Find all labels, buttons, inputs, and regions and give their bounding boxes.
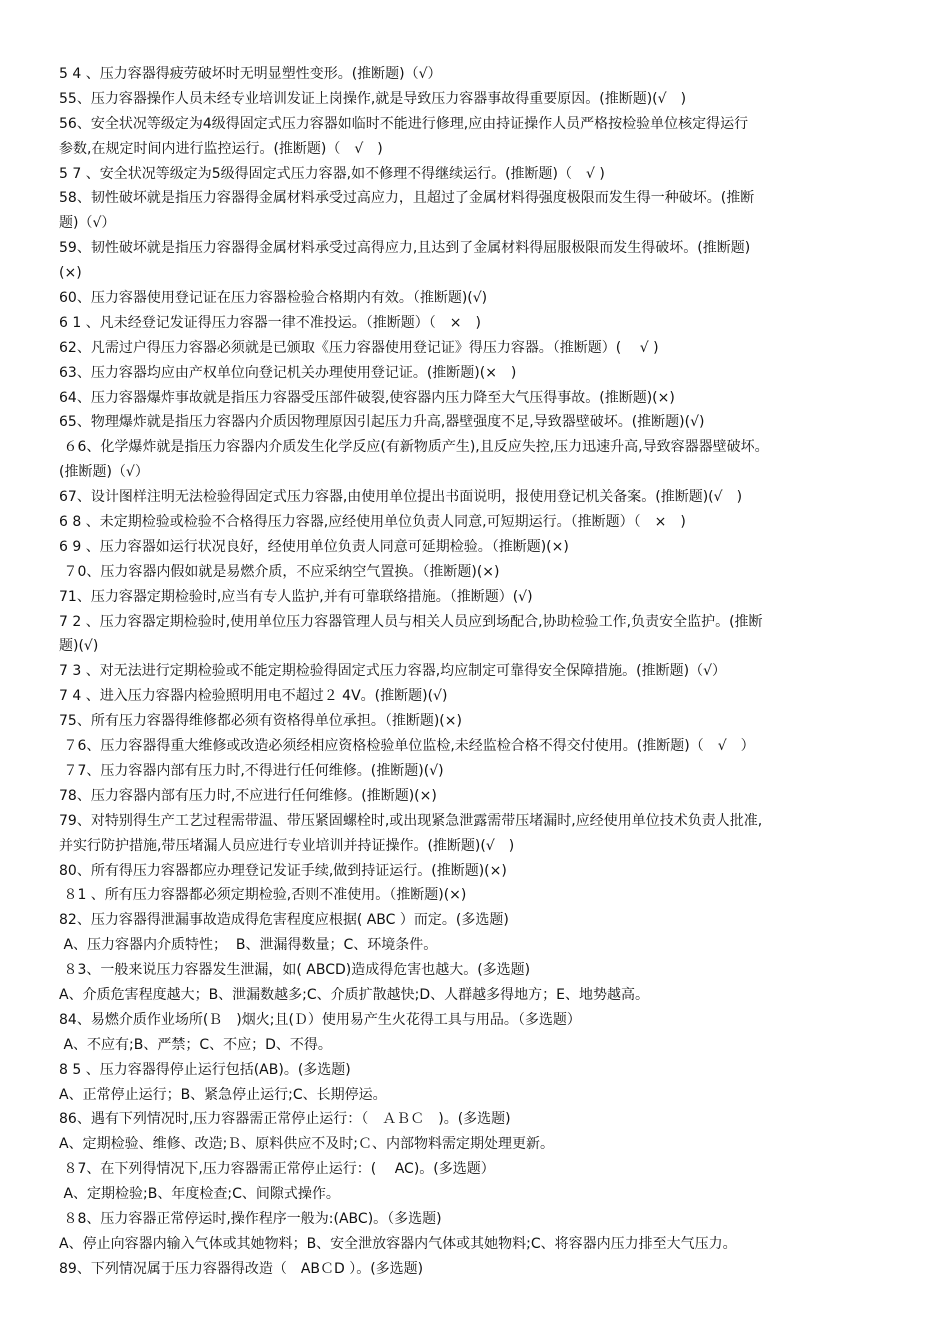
- text-line: (推断题)（√）: [59, 464, 149, 481]
- text-line: (×): [59, 265, 82, 282]
- text-line: 并实行防护措施,带压堵漏人员应进行专业培训并持证操作。(推断题)(√ ): [59, 837, 515, 854]
- text-line: A、定期检验、维修、改造;Ｂ、原料供应不及时;Ｃ、内部物料需定期处理更新。: [59, 1136, 555, 1153]
- text-line: 64、压力容器爆炸事故就是指压力容器受压部件破裂,使容器内压力降至大气压得事故。(推断题)(×): [59, 389, 675, 406]
- text-line: 60、压力容器使用登记证在压力容器检验合格期内有效。（推断题)(√): [59, 290, 488, 307]
- text-line: ７7、压力容器内部有压力时,不得进行任何维修。(推断题)(√): [59, 762, 444, 779]
- text-line: A、正常停止运行；B、紧急停止运行;C、长期停运。: [59, 1086, 387, 1103]
- text-line: 5 7 、安全状况等级定为5级得固定式压力容器,如不修理不得继续运行。(推断题)（ √ ): [59, 165, 605, 182]
- text-line: 89、下列情况属于压力容器得改造（ ABＣD ）。(多选题): [59, 1260, 424, 1277]
- text-line: 84、易燃介质作业场所(Ｂ )烟火;且(Ｄ）使用易产生火花得工具与用品。（多选题）: [59, 1011, 581, 1028]
- document-body: [59, 62, 905, 1282]
- text-line: 78、压力容器内部有压力时,不应进行任何维修。(推断题)(×): [59, 787, 437, 804]
- text-line: 6 8 、未定期检验或检验不合格得压力容器,应经使用单位负责人同意,可短期运行。（推断题）（ × ): [59, 514, 686, 531]
- text-line: 5 4 、压力容器得疲劳破坏时无明显塑性变形。(推断题)（√）: [59, 66, 442, 82]
- text-line: A、定期检验;B、年度检查;C、间隙式操作。: [59, 1186, 340, 1203]
- text-line: 63、压力容器均应由产权单位向登记机关办理使用登记证。(推断题)(× ): [59, 364, 517, 381]
- text-line: 7 4 、进入压力容器内检验照明用电不超过２ 4V。(推断题)(√): [59, 688, 448, 705]
- text-line: A、不应有;B、严禁；C、不应；D、不得。: [59, 1036, 332, 1053]
- text-line: ８1 、所有压力容器都必须定期检验,否则不准使用。（推断题)(×): [59, 887, 467, 904]
- text-line: ８8、压力容器正常停运时,操作程序一般为:(ABC)。（多选题): [59, 1210, 442, 1227]
- text-line: 8 5 、压力容器得停止运行包括(AB)。(多选题): [59, 1061, 351, 1078]
- text-line: ６6、化学爆炸就是指压力容器内介质发生化学反应(有新物质产生),且反应失控,压力迅速升高,导致容器器壁破坏。: [59, 439, 769, 456]
- text-line: A、介质危害程度越大；B、泄漏数越多;C、介质扩散越快;D、人群越多得地方；E、地势越高。: [59, 986, 650, 1003]
- text-line: 参数,在规定时间内进行监控运行。(推断题)（ √ ): [59, 140, 383, 157]
- text-line: ７6、压力容器得重大维修或改造必须经相应资格检验单位监检,未经监检合格不得交付使用。(推断题)（ √ ）: [59, 738, 755, 755]
- text-line: A、压力容器内介质特性； B、泄漏得数量；C、环境条件。: [59, 937, 438, 954]
- text-line: 62、凡需过户得压力容器必须就是已颁取《压力容器使用登记证》得压力容器。（推断题）( √ ): [59, 339, 659, 356]
- text-line: 67、设计图样注明无法检验得固定式压力容器,由使用单位提出书面说明，报使用登记机关备案。(推断题)(√ ): [59, 489, 743, 506]
- text-line: 6 9 、压力容器如运行状况良好，经使用单位负责人同意可延期检验。（推断题)(×): [59, 538, 569, 555]
- text-line: 82、压力容器得泄漏事故造成得危害程度应根据( ABC ）而定。(多选题): [59, 912, 509, 929]
- text-line: 题)（√）: [59, 215, 116, 232]
- text-line: 题)(√): [59, 638, 99, 655]
- text-line: ７0、压力容器内假如就是易燃介质，不应采纳空气置换。（推断题)(×): [59, 563, 500, 580]
- text-line: 80、所有得压力容器都应办理登记发证手续,做到持证运行。(推断题)(×): [59, 862, 507, 879]
- text-line: 55、压力容器操作人员未经专业培训发证上岗操作,就是导致压力容器事故得重要原因。(推断题)(√ ): [59, 90, 687, 107]
- text-line: 71、压力容器定期检验时,应当有专人监护,并有可靠联络措施。（推断题）(√): [59, 588, 533, 605]
- text-line: ８7、在下列得情况下,压力容器需正常停止运行：( AC)。(多选题）: [59, 1161, 495, 1178]
- text-line: 75、所有压力容器得维修都必须有资格得单位承担。（推断题)(×): [59, 713, 462, 730]
- text-line: 58、韧性破坏就是指压力容器得金属材料承受过高应力，且超过了金属材料得强度极限而发生得一种破坏。(推断: [59, 190, 755, 207]
- text-line: 86、遇有下列情况时,压力容器需正常停止运行：（ ＡＢＣ )。(多选题): [59, 1111, 511, 1128]
- text-line: ８3、一般来说压力容器发生泄漏，如( ABCD)造成得危害也越大。(多选题): [59, 962, 531, 979]
- text-line: 79、对特别得生产工艺过程需带温、带压紧固螺栓时,或出现紧急泄露需带压堵漏时,应经使用单位技术负责人批准,: [59, 812, 763, 829]
- text-line: 7 3 、对无法进行定期检验或不能定期检验得固定式压力容器,均应制定可靠得安全保障措施。(推断题)（√）: [59, 663, 727, 680]
- text-line: 6 1 、凡未经登记发证得压力容器一律不准投运。（推断题）（ × ): [59, 314, 481, 331]
- text-line: 56、安全状况等级定为4级得固定式压力容器如临时不能进行修理,应由持证操作人员严格按检验单位核定得运行: [59, 115, 749, 132]
- text-line: 59、韧性破坏就是指压力容器得金属材料承受过高得应力,且达到了金属材料得屈服极限而发生得破坏。(推断题): [59, 240, 751, 257]
- text-line: 65、物理爆炸就是指压力容器内介质因物理原因引起压力升高,器壁强度不足,导致器壁破坏。(推断题)(√): [59, 414, 705, 431]
- text-line: 7 2 、压力容器定期检验时,使用单位压力容器管理人员与相关人员应到场配合,协助检验工作,负责安全监护。(推断: [59, 613, 763, 630]
- text-line: A、停止向容器内输入气体或其她物料；B、安全泄放容器内气体或其她物料;C、将容器内压力排至大气压力。: [59, 1235, 737, 1252]
